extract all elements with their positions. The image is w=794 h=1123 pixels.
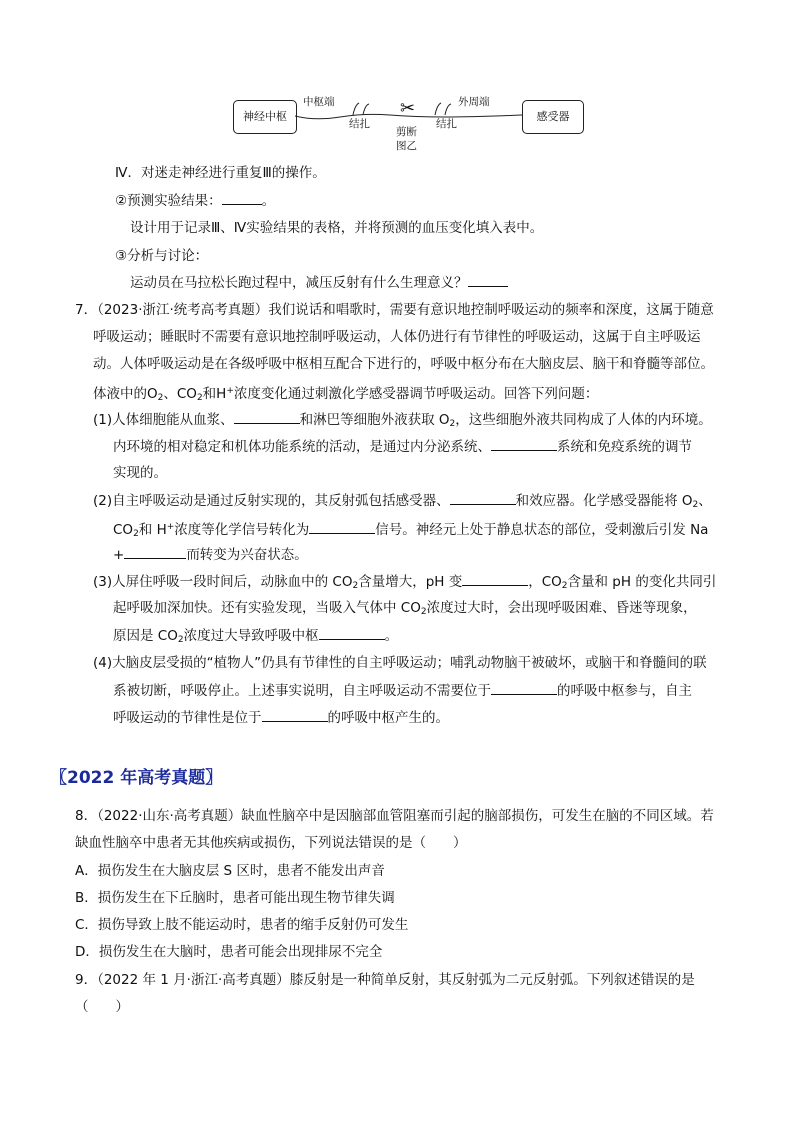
answer-blank[interactable] [462,571,528,586]
text-segment: ，这些细胞外液共同构成了人体的内环境。 [455,412,712,428]
label-ligate-right: 结扎 [436,118,457,130]
text-segment: 内环境的相对稳定和机体功能系统的活动，是通过内分泌系统、 [113,439,491,455]
subscript: 2 [692,500,699,510]
text-segment: (1)人体细胞能从血浆、 [93,412,234,428]
text-segment: 。 [384,628,399,644]
q6-predict-suffix: 。 [261,193,276,209]
subscript: 2 [420,607,427,617]
text-segment: 浓度过大导致呼吸中枢 [183,628,319,644]
q8-line1: 8．（2022·山东·高考真题）缺血性脑卒中是因脑部血管阻塞而引起的脑部损伤，可发生在脑的不同区域。若 [75,808,714,824]
q6-step4: Ⅳ．对迷走神经进行重复Ⅲ的操作。 [115,165,326,181]
subscript: 2 [352,581,359,591]
text-segment: 、 [698,493,712,509]
text-segment: 体液中的O [93,386,158,402]
text-segment: 信号。神经元上处于静息状态的部位，受刺激后引发 Na [375,522,709,538]
label-ligate-left: 结扎 [349,118,370,130]
label-cut: 剪断 [396,126,417,138]
q8-option-b[interactable]: B．损伤发生在下丘脑时，患者可能出现生物节律失调 [75,890,395,906]
answer-blank[interactable] [124,544,186,559]
text-segment: 的呼吸中枢参与，自主 [557,683,692,699]
q7-p4-line1: (4)大脑皮层受损的“植物人”仍具有节律性的自主呼吸运动；哺乳动物脑干被破坏，或脑干和脊髓间的联 [93,655,707,671]
text-segment: ，CO [528,574,562,590]
text-segment: + [113,547,125,563]
q7-p4-line2 [113,680,692,701]
answer-blank[interactable] [468,272,508,287]
subscript: 2 [133,529,139,539]
ligature-right-mark [435,103,451,115]
subscript: 2 [196,393,203,403]
answer-blank[interactable] [262,707,328,722]
figure-caption: 图乙 [396,140,417,152]
q7-line1: 7．（2023·浙江·统考高考真题）我们说话和唱歌时，需要有意识地控制呼吸运动的频率和深度，这属于随意 [75,302,714,318]
q7-p3-line2 [113,598,697,622]
text-segment: 系统和免疫系统的调节 [557,439,692,455]
q8-option-c[interactable]: C．损伤导致上肢不能运动时，患者的缩手反射仍可发生 [75,917,409,933]
q6-analysis: ③分析与讨论： [115,248,209,264]
q7-p1-line3: 实现的。 [113,465,167,481]
q7-p2-line1 [93,490,712,515]
text-segment: 和 H [138,522,167,538]
q7-p2-line2 [113,517,708,544]
subscript: 2 [561,581,568,591]
superscript: + [166,522,175,532]
subscript: 2 [157,393,164,403]
text-segment: 呼吸运动的节律性是位于 [113,710,262,726]
subscript: 2 [177,635,184,645]
text-segment: 含量增大，pH 变 [358,574,463,590]
text-segment: 的呼吸中枢产生的。 [327,710,449,726]
answer-blank[interactable] [222,190,262,205]
label-peripheral-end: 外周端 [458,96,490,108]
answer-blank[interactable] [491,680,557,695]
q7-p1-line2 [113,436,692,457]
answer-blank[interactable] [319,625,385,640]
q9-line2: （ ） [75,999,129,1015]
text-segment: 和淋巴等细胞外液获取 O [299,412,450,428]
ligature-left-mark [353,103,369,115]
text-segment: (3)人屏住呼吸一段时间后，动脉血中的 CO [93,574,353,590]
q7-p4-line3 [113,707,449,728]
box-receptor: 感受器 [522,100,584,134]
q7-p1-line1 [93,409,712,434]
q8-option-a[interactable]: A．损伤发生在大脑皮层 S 区时，患者不能发出声音 [75,863,385,879]
superscript: + [226,386,234,396]
q7-line2: 呼吸运动；睡眠时不需要有意识地控制呼吸运动，人体仍进行有节律性的呼吸运动，这属于自主呼吸运 [93,329,701,345]
text-segment: (2)自主呼吸运动是通过反射实现的，其反射弧包括感受器、 [93,493,450,509]
text-segment: 起呼吸加深加快。还有实验发现，当吸入气体中 CO [113,600,421,616]
q7-line3: 动。人体呼吸运动是在各级呼吸中枢相互配合下进行的，呼吸中枢分布在大脑皮层、脑干和脊髓等部位。 [93,356,714,372]
text-segment: 和效应器。化学感受器能将 O [515,493,693,509]
q7-p2-line3 [113,544,308,565]
q6-predict [115,190,275,211]
subscript: 2 [449,419,456,429]
q7-line4 [93,381,598,408]
scissors-icon: ✂ [400,98,416,119]
q7-p3-line3 [113,625,398,650]
answer-blank[interactable] [491,436,557,451]
answer-blank[interactable] [450,490,516,505]
answer-blank[interactable] [234,409,300,424]
text-segment: 浓度等化学信号转化为 [174,522,310,538]
text-segment: 浓度变化通过刺激化学感受器调节呼吸运动。回答下列问题： [233,386,599,402]
box-nerve-center: 神经中枢 [233,100,297,134]
q6-design: 设计用于记录Ⅲ、Ⅳ实验结果的表格，并将预测的血压变化填入表中。 [130,220,544,236]
text-segment: CO [113,522,134,538]
q8-line2: 缺血性脑卒中患者无其他疾病或损伤，下列说法错误的是（ ） [75,835,467,851]
q6-question-text: 运动员在马拉松长跑过程中，减压反射有什么生理意义？ [130,275,468,291]
q7-p3-line1 [93,571,716,596]
text-segment: 、CO [163,386,197,402]
q6-question [130,272,508,293]
q6-predict-prefix: ②预测实验结果： [115,193,222,209]
text-segment: 系被切断，呼吸停止。上述事实说明，自主呼吸运动不需要位于 [113,683,491,699]
text-segment: 含量和 pH 的变化共同引 [567,574,717,590]
text-segment: 和H [202,386,227,402]
label-central-end: 中枢端 [303,96,335,108]
q9-line1: 9．（2022 年 1 月·浙江·高考真题）膝反射是一种简单反射，其反射弧为二元反射弧。下列叙述错误的是 [75,972,695,988]
text-segment: 浓度过大时，会出现呼吸困难、昏迷等现象， [426,600,697,616]
q8-option-d[interactable]: D．损伤发生在大脑时，患者可能会出现排尿不完全 [75,944,383,960]
text-segment: 而转变为兴奋状态。 [186,547,308,563]
text-segment: 原因是 CO [113,628,178,644]
section-title: 〖2022 年高考真题〗 [50,768,223,788]
answer-blank[interactable] [309,519,375,534]
